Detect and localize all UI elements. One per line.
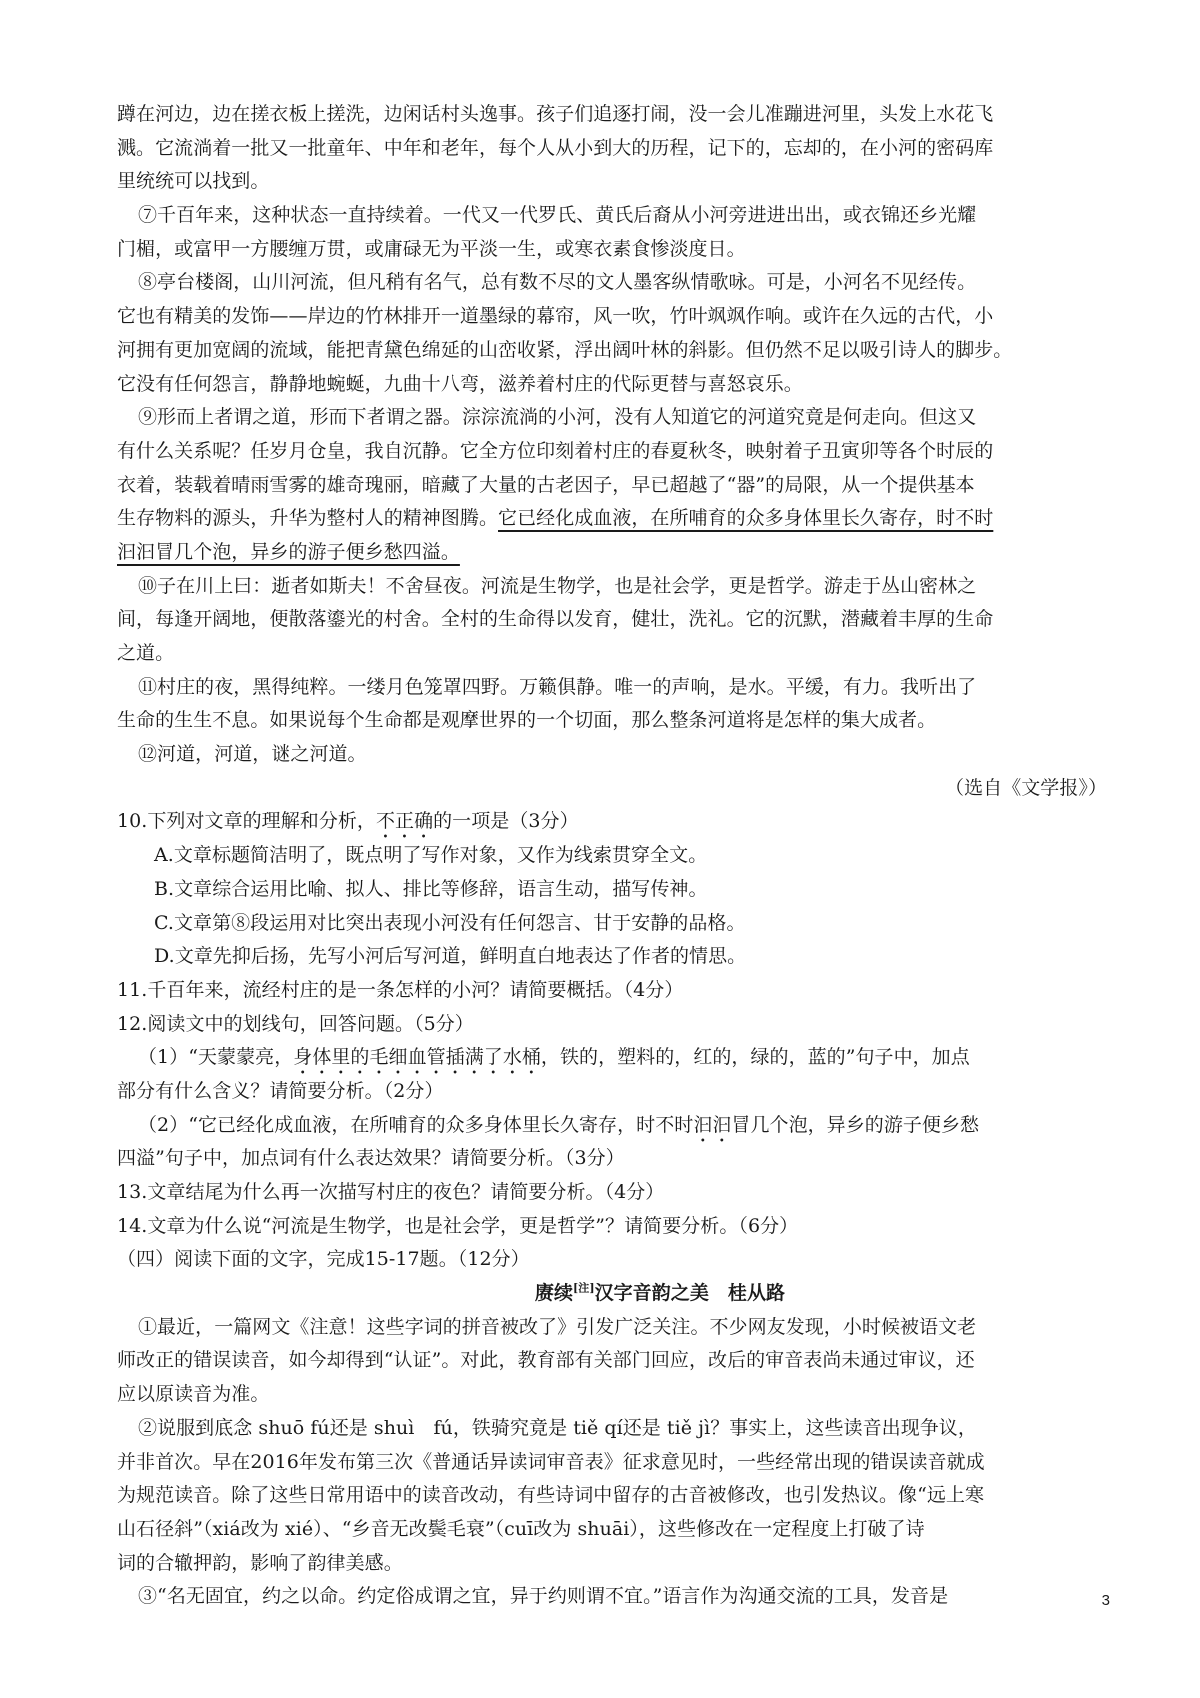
text-line: 师改正的错误读音，如今却得到“认证”。对此，教育部有关部门回应，改后的审音表尚未通过审议，还: [117, 1349, 975, 1372]
title-text: 赓续: [534, 1282, 574, 1305]
question-13: 13.文章结尾为什么再一次描写村庄的夜色？请简要分析。（4分）: [117, 1181, 665, 1203]
source-note: （选自《文学报》）: [945, 776, 1107, 799]
question-14: 14.文章为什么说“河流是生物学，也是社会学，更是哲学”？请简要分析。（6分）: [117, 1214, 799, 1237]
option-a: A.文章标题简洁明了，既点明了写作对象，又作为线索贯穿全文。: [154, 844, 708, 867]
paragraph-3: ③“名无固宜，约之以命。约定俗成谓之宜，异于约则谓不宜。”语言作为沟通交流的工具，发音是: [138, 1585, 949, 1608]
paragraph-9: ⑨形而上者谓之道，形而下者谓之器。淙淙流淌的小河，没有人知道它的河道究竟是何走向。但这又: [138, 406, 977, 429]
text-segment: 的一项是（3分）: [433, 810, 579, 833]
text-segment: （2）“它已经化成血液，在所哺育的众多身体里长久寄存，时不时: [138, 1113, 694, 1136]
text-line: 应以原读音为准。: [117, 1383, 270, 1406]
title-text: 汉字音韵之美 桂从路: [594, 1282, 786, 1305]
text-line: 山石径斜”（xiá改为 xié）、“乡音无改鬓毛衰”（cuī改为 shuāi），这些修改在一定程度上打破了诗: [117, 1517, 925, 1540]
page-number: 3: [1101, 1592, 1110, 1609]
text-line: 之道。: [117, 642, 175, 664]
footnote-mark: [注]: [573, 1281, 595, 1295]
underlined-sentence: 汩汩冒几个泡，异乡的游子便乡愁四溢。: [117, 540, 460, 563]
text-line: 词的合辙押韵，影响了韵律美感。: [117, 1551, 403, 1574]
paragraph-11: ⑪村庄的夜，黑得纯粹。一缕月色笼罩四野。万籁俱静。唯一的声响，是水。平缓，有力。我听出了: [138, 675, 977, 698]
text-line: 里统统可以找到。: [117, 170, 270, 193]
text-line: 蹲在河边，边在搓衣板上搓洗，边闲话村头逸事。孩子们追逐打闹，没一会儿准蹦进河里，头发上水花飞: [117, 103, 994, 125]
text-segment: （1）“天蒙蒙亮，: [138, 1046, 294, 1069]
page-content: [0, 98, 1200, 1614]
text-line: 门楣，或富甲一方腰缠万贯，或庸碌无为平淡一生，或寒衣素食惨淡度日。: [117, 237, 746, 260]
text-segment: ，铁的，塑料的，红的，绿的，蓝的”句子中，加点: [540, 1046, 970, 1069]
text-line: [0, 536, 1200, 570]
text-line: [0, 502, 1200, 536]
text-segment: 生存物料的源头，升华为整村人的精神图腾。: [117, 507, 499, 530]
text-segment: 冒几个泡，异乡的游子便乡愁: [731, 1113, 980, 1136]
text-line: 它也有精美的发饰——岸边的竹林排开一道墨绿的幕帘，风一吹，竹叶飒飒作响。或许在久远的古代，小: [117, 305, 994, 328]
text-line: 河拥有更加宽阔的流域，能把青黛色绵延的山峦收紧，浮出阔叶林的斜影。但仍然不足以吸引诗人的脚步。: [117, 338, 1013, 361]
question-10: [0, 805, 1200, 839]
emphasis-dots: 汩汩: [693, 1113, 732, 1136]
article-title: [0, 1277, 1200, 1311]
paragraph-8: ⑧亭台楼阁，山川河流，但凡稍有名气，总有数不尽的文人墨客纵情歌咏。可是，小河名不见经传。: [138, 271, 977, 294]
text-line: 部分有什么含义？请简要分析。（2分）: [117, 1079, 444, 1102]
option-d: D.文章先抑后扬，先写小河后写河道，鲜明直白地表达了作者的情思。: [154, 945, 747, 968]
text-line: 生命的生生不息。如果说每个生命都是观摩世界的一个切面，那么整条河道将是怎样的集大成者。: [117, 709, 937, 732]
emphasis-dots: 不正确: [375, 810, 434, 833]
paragraph-1: ①最近，一篇网文《注意！这些字词的拼音被改了》引发广泛关注。不少网友发现，小时候被语文老: [138, 1315, 977, 1338]
text-line: 为规范读音。除了这些日常用语中的读音改动，有些诗词中留存的古音被修改，也引发热议。像“远上寒: [117, 1484, 985, 1507]
paragraph-10: ⑩子在川上曰：逝者如斯夫！不舍昼夜。河流是生物学，也是社会学，更是哲学。游走于丛山密林之: [138, 574, 977, 597]
text-segment: 10.下列对文章的理解和分析，: [117, 810, 376, 833]
question-11: 11.千百年来，流经村庄的是一条怎样的小河？请简要概括。（4分）: [117, 978, 684, 1001]
question-12: 12.阅读文中的划线句，回答问题。（5分）: [117, 1012, 474, 1035]
question-12-2: [0, 1109, 1200, 1143]
emphasis-dots: 身体里的毛细血管插满了水桶: [293, 1046, 541, 1069]
text-line: 间，每逢开阔地，便散落鎏光的村舍。全村的生命得以发育，健壮，洗礼。它的沉默，潜藏着丰厚的生命: [117, 608, 994, 631]
section-4-intro: （四）阅读下面的文字，完成15-17题。（12分）: [117, 1248, 530, 1271]
paragraph-12: ⑫河道，河道，谜之河道。: [138, 743, 367, 766]
text-line: 四溢”句子中，加点词有什么表达效果？请简要分析。（3分）: [117, 1147, 625, 1170]
text-line: 并非首次。早在2016年发布第三次《普通话异读词审音表》征求意见时，一些经常出现的错误读音就成: [117, 1450, 985, 1473]
paragraph-2: ②说服到底念 shuō fú还是 shuì fú，铁骑究竟是 tiě qí还是 tiě jì？事实上，这些读音出现争议，: [138, 1416, 977, 1439]
option-b: B.文章综合运用比喻、拟人、排比等修辞，语言生动，描写传神。: [154, 877, 708, 900]
text-line: 有什么关系呢？任岁月仓皇，我自沉静。它全方位印刻着村庄的春夏秋冬，映射着子丑寅卯等各个时辰的: [117, 439, 994, 462]
underlined-sentence: 它已经化成血液，在所哺育的众多身体里长久寄存，时不时: [498, 507, 994, 530]
option-c: C.文章第⑧段运用对比突出表现小河没有任何怨言、甘于安静的品格。: [154, 911, 746, 934]
paragraph-7: ⑦千百年来，这种状态一直持续着。一代又一代罗氏、黄氏后裔从小河旁进进出出，或衣锦还乡光耀: [138, 204, 977, 227]
text-line: 溅。它流淌着一批又一批童年、中年和老年，每个人从小到大的历程，记下的，忘却的，在小河的密码库: [117, 136, 994, 159]
text-line: 衣着，装载着晴雨雪雾的雄奇瑰丽，暗藏了大量的古老因子，早已超越了“器”的局限，从一个提供基本: [117, 473, 975, 496]
text-line: 它没有任何怨言，静静地蜿蜒，九曲十八弯，滋养着村庄的代际更替与喜怒哀乐。: [117, 372, 803, 395]
question-12-1: [0, 1041, 1200, 1075]
